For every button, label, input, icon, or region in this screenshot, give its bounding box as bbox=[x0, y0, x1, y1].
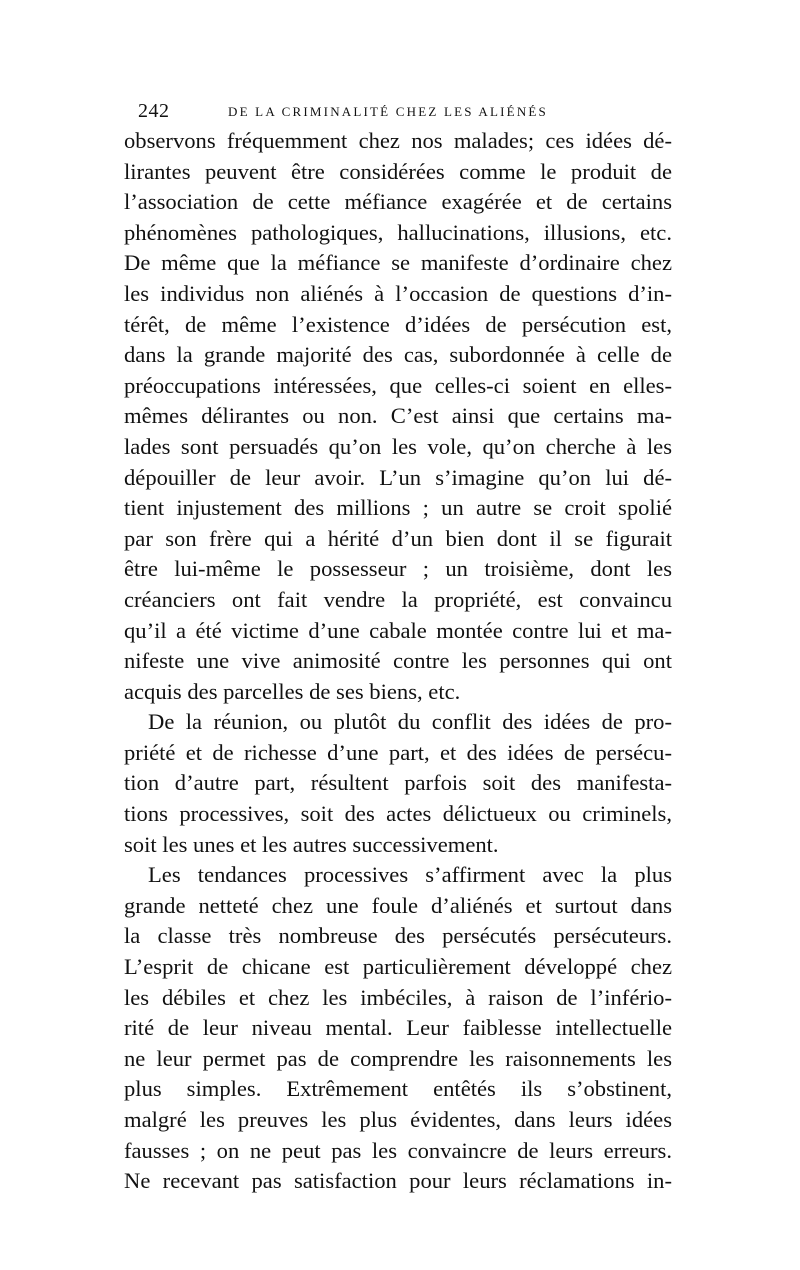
running-head bbox=[138, 98, 678, 124]
text-line: par son frère qui a hérité d’un bien dont il se figurait bbox=[124, 525, 672, 551]
text-line: la classe très nombreuse des persécutés persécuteurs. bbox=[124, 923, 672, 949]
text-line: lirantes peuvent être considérées comme le produit de bbox=[124, 158, 672, 184]
text-line: tient injustement des millions ; un autre se croit spolié bbox=[124, 495, 672, 521]
text-line: nifeste une vive animosité contre les personnes qui ont bbox=[124, 648, 672, 674]
text-line: rité de leur niveau mental. Leur faiblesse intellectuelle bbox=[124, 1015, 672, 1041]
text-line: être lui-même le possesseur ; un troisième, dont les bbox=[124, 556, 672, 582]
page-number: 242 bbox=[138, 100, 170, 122]
text-line: les débiles et chez les imbéciles, à raison de l’infério- bbox=[124, 984, 672, 1010]
text-line: dans la grande majorité des cas, subordonnée à celle de bbox=[124, 342, 672, 368]
text-line: plus simples. Extrêmement entêtés ils s’obstinent, bbox=[124, 1076, 672, 1102]
text-line: ne leur permet pas de comprendre les raisonnements les bbox=[124, 1045, 672, 1071]
text-line: térêt, de même l’existence d’idées de persécution est, bbox=[124, 311, 672, 337]
text-line: fausses ; on ne peut pas les convaincre de leurs erreurs. bbox=[124, 1137, 672, 1163]
text-line: L’esprit de chicane est particulièrement développé chez bbox=[124, 954, 672, 980]
body-text bbox=[124, 126, 672, 1197]
paragraph-start-line: De la réunion, ou plutôt du conflit des idées de pro- bbox=[148, 709, 672, 735]
text-line: grande netteté chez une foule d’aliénés et surtout dans bbox=[124, 892, 672, 918]
text-line: lades sont persuadés qu’on les vole, qu’on cherche à les bbox=[124, 433, 672, 459]
text-line: priété et de richesse d’une part, et des idées de persécu- bbox=[124, 739, 672, 765]
text-line: phénomènes pathologiques, hallucinations, illusions, etc. bbox=[124, 219, 672, 245]
text-line: De même que la méfiance se manifeste d’ordinaire chez bbox=[124, 250, 672, 276]
text-line: qu’il a été victime d’une cabale montée contre lui et ma- bbox=[124, 617, 672, 643]
text-line: dépouiller de leur avoir. L’un s’imagine qu’on lui dé- bbox=[124, 464, 672, 490]
text-line: observons fréquemment chez nos malades; ces idées dé- bbox=[124, 128, 672, 153]
text-line: Ne recevant pas satisfaction pour leurs réclamations in- bbox=[124, 1168, 672, 1194]
paragraph-end-line: acquis des parcelles de ses biens, etc. bbox=[124, 678, 461, 704]
text-line: malgré les preuves les plus évidentes, dans leurs idées bbox=[124, 1107, 672, 1132]
paragraph-end-line: soit les unes et les autres successivement. bbox=[124, 831, 499, 857]
paragraph-start-line: Les tendances processives s’affirment avec la plus bbox=[148, 862, 672, 888]
text-line: créanciers ont fait vendre la propriété, est convaincu bbox=[124, 586, 672, 612]
text-line: mêmes délirantes ou non. C’est ainsi que certains ma- bbox=[124, 403, 672, 429]
text-line: tion d’autre part, résultent parfois soit des manifesta- bbox=[124, 770, 672, 796]
text-line: les individus non aliénés à l’occasion de questions d’in- bbox=[124, 280, 672, 306]
running-title: DE LA CRIMINALITÉ CHEZ LES ALIÉNÉS bbox=[228, 104, 548, 119]
text-line: l’association de cette méfiance exagérée et de certains bbox=[124, 189, 672, 215]
text-line: préoccupations intéressées, que celles-ci soient en elles- bbox=[124, 372, 672, 398]
text-line: tions processives, soit des actes délictueux ou criminels, bbox=[124, 801, 672, 827]
